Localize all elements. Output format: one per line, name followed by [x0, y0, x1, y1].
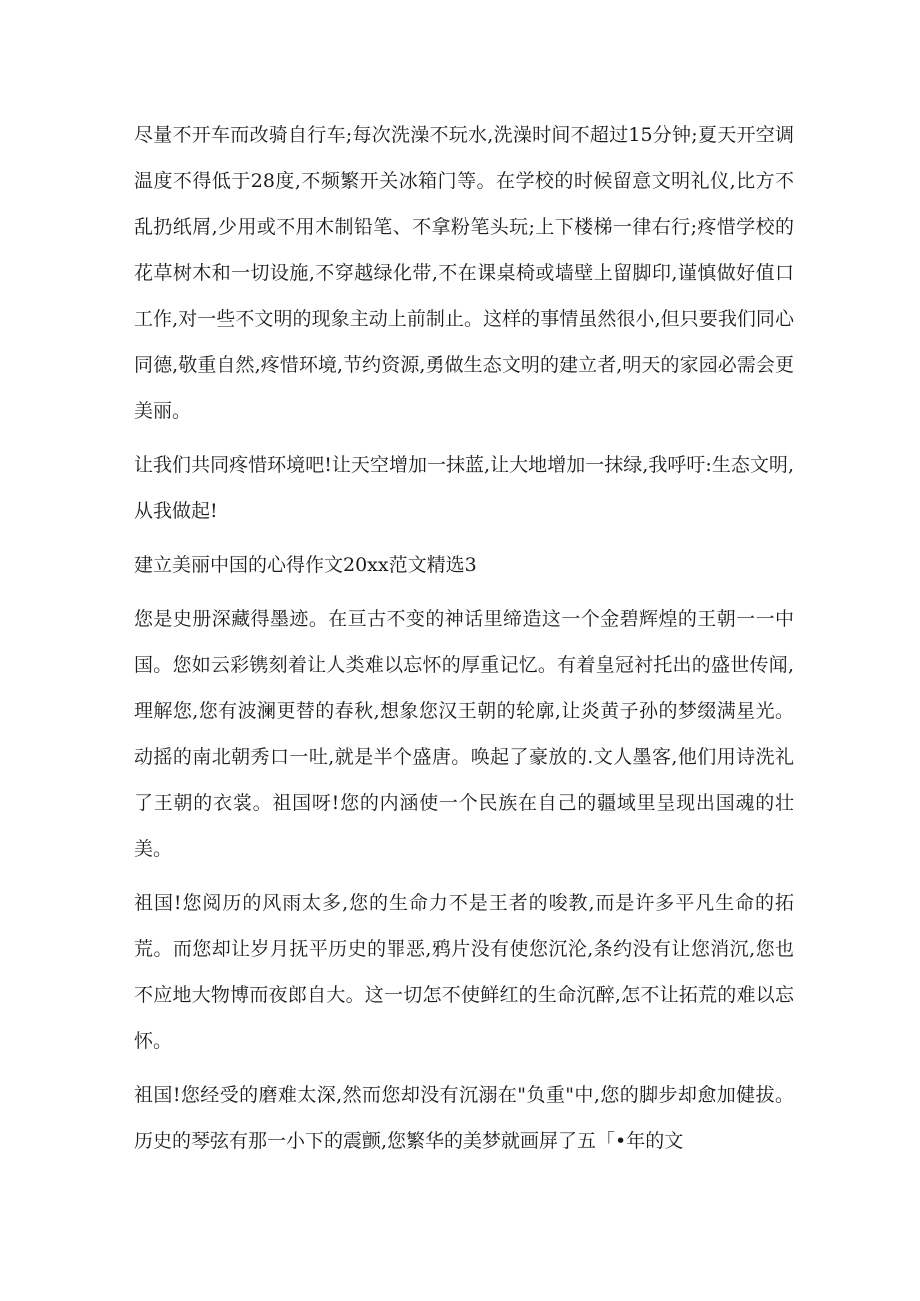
paragraph-4: 祖国!您阅历的风雨太多,您的生命力不是王者的唆教,而是许多平凡生命的拓荒。而您却让岁月抚平历史的罪恶,鸦片没有使您沉沦,条约没有让您消沉,您也不应地大物博而夜郎自大。这一切怎不使鲜红的生命沉醉,怎不让拓荒的难以忘怀。	[134, 892, 794, 1052]
document-body	[134, 112, 794, 1172]
section-heading: 建立美丽中国的心得作文20xx范文精选3	[134, 554, 477, 576]
paragraph-2: 让我们共同疼惜环境吧!让天空增加一抹蓝,让大地增加一抹绿,我呼吁:生态文明,从我做起!	[134, 454, 794, 522]
paragraph-5: 祖国!您经受的磨难太深,然而您却没有沉溺在"负重"中,您的脚步却愈加健拔。历史的琴弦有那一小下的震颤,您繁华的美梦就画屏了五「•年的文	[134, 1084, 794, 1152]
paragraph-1: 尽量不开车而改骑自行车;每次洗澡不玩水,洗澡时间不超过15分钟;夏天开空调温度不得低于28度,不频繁开关冰箱门等。在学校的时候留意文明礼仪,比方不乱扔纸屑,少用或不用木制铅笔、不拿粉笔头玩;上下楼梯一律右行;疼惜学校的花草树木和一切设施,不穿越绿化带,不在课桌椅或墙壁上留脚印,谨慎做好值口工作,对一些不文明的现象主动上前制止。这样的事情虽然很小,但只要我们同心同德,敬重自然,疼惜环境,节约资源,勇做生态文明的建立者,明天的家园必需会更美丽。	[134, 124, 794, 422]
paragraph-3: 您是史册深藏得墨迹。在亘古不变的神话里缔造这一个金碧辉煌的王朝一一中国。您如云彩镌刻着让人类难以忘怀的厚重记忆。有着皇冠衬托出的盛世传闻,理解您,您有波澜更替的春秋,想象您汉王朝的轮廓,让炎黄子孙的梦缀满星光。动摇的南北朝秀口一吐,就是半个盛唐。唤起了豪放的.文人墨客,他们用诗洗礼了王朝的衣裳。祖国呀!您的内涵使一个民族在自己的疆域里呈现出国魂的壮美。	[134, 608, 794, 860]
